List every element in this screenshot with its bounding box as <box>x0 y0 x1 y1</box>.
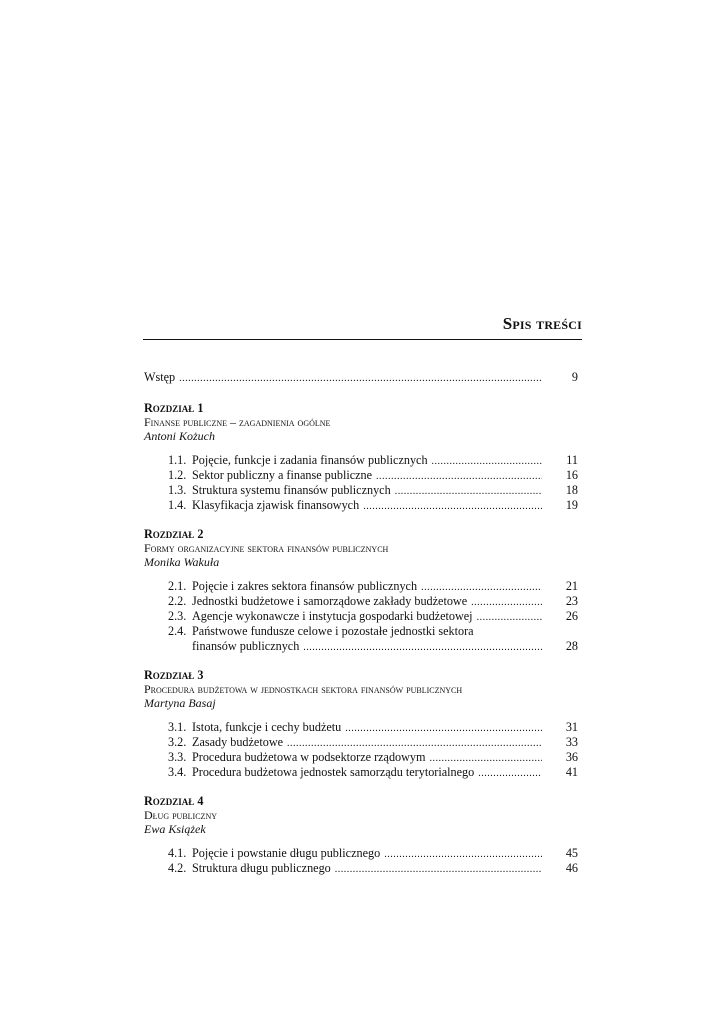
toc-page-number: 23 <box>565 594 578 608</box>
chapter-author: Martyna Basaj <box>144 696 216 710</box>
dot-leader <box>432 453 542 469</box>
toc-entry-title: Procedura budżetowa jednostek samorządu terytorialnego <box>192 765 475 779</box>
chapter-label: Rozdział 2 <box>144 527 204 541</box>
toc-entry-number: 1.2. <box>168 468 187 482</box>
title-rule <box>143 339 582 340</box>
dot-leader <box>303 639 542 655</box>
dot-leader <box>335 861 542 877</box>
dot-leader <box>287 735 542 751</box>
chapter-title: Finanse publiczne – zagadnienia ogólne <box>144 415 331 429</box>
toc-page-number: 18 <box>565 483 578 497</box>
page-title: Spis treści <box>502 314 582 333</box>
toc-entry-number: 1.4. <box>168 498 187 512</box>
toc-entry[interactable] <box>144 735 578 750</box>
toc-entry-title: Pojęcie i zakres sektora finansów publicznych <box>192 579 418 593</box>
toc-page-number: 45 <box>565 846 578 860</box>
toc-entry[interactable] <box>144 720 578 735</box>
chapter-block <box>144 668 578 780</box>
dot-leader <box>363 498 542 514</box>
toc-page-number: 26 <box>565 609 578 623</box>
dot-leader <box>376 468 542 484</box>
toc-entry[interactable] <box>144 453 578 468</box>
toc-page-number: 36 <box>565 750 578 764</box>
toc-entry-title: Państwowe fundusze celowe i pozostałe jednostki sektora <box>192 624 474 638</box>
toc-entry-title: Istota, funkcje i cechy budżetu <box>192 720 342 734</box>
toc-page-number: 9 <box>571 370 578 384</box>
toc-entry-title-continued: finansów publicznych <box>192 639 300 653</box>
toc-entry[interactable] <box>144 624 578 639</box>
toc-entry-title: Jednostki budżetowe i samorządowe zakłady budżetowe <box>192 594 468 608</box>
table-of-contents <box>144 370 578 876</box>
dot-leader <box>471 594 542 610</box>
toc-entry-title: Pojęcie, funkcje i zadania finansów publicznych <box>192 453 428 467</box>
toc-entry-number: 2.4. <box>168 624 187 638</box>
chapter-block <box>144 401 578 513</box>
dot-leader <box>421 579 542 595</box>
toc-entry[interactable] <box>144 861 578 876</box>
toc-entry[interactable] <box>144 468 578 483</box>
dot-leader <box>430 750 542 766</box>
toc-page-number: 11 <box>566 453 578 467</box>
toc-entry-intro[interactable] <box>144 370 578 385</box>
toc-entry[interactable] <box>144 498 578 513</box>
chapter-author: Antoni Kożuch <box>144 429 215 443</box>
toc-entry-title: Wstęp <box>144 370 176 384</box>
chapter-label: Rozdział 4 <box>144 794 204 808</box>
toc-entry-number: 3.2. <box>168 735 187 749</box>
toc-page-number: 28 <box>565 639 578 653</box>
toc-page-number: 31 <box>565 720 578 734</box>
toc-entry-number: 2.3. <box>168 609 187 623</box>
chapter-label: Rozdział 3 <box>144 668 204 682</box>
toc-entry-number: 1.1. <box>168 453 187 467</box>
toc-entry-number: 2.1. <box>168 579 187 593</box>
toc-entry-number: 2.2. <box>168 594 187 608</box>
chapter-block <box>144 794 578 876</box>
toc-entry-number: 3.3. <box>168 750 187 764</box>
toc-page-number: 33 <box>565 735 578 749</box>
chapter-title: Dług publiczny <box>144 808 217 822</box>
dot-leader <box>478 765 542 781</box>
dot-leader <box>384 846 542 862</box>
toc-entry-title: Sektor publiczny a finanse publiczne <box>192 468 373 482</box>
chapter-label: Rozdział 1 <box>144 401 204 415</box>
toc-page-number: 41 <box>565 765 578 779</box>
toc-entry-title: Klasyfikacja zjawisk finansowych <box>192 498 360 512</box>
toc-entry-title: Pojęcie i powstanie długu publicznego <box>192 846 381 860</box>
toc-entry-title: Procedura budżetowa w podsektorze rządowym <box>192 750 426 764</box>
chapter-author: Monika Wakuła <box>144 555 220 569</box>
toc-entry-title: Struktura długu publicznego <box>192 861 331 875</box>
toc-page-number: 19 <box>565 498 578 512</box>
toc-entry[interactable] <box>144 846 578 861</box>
toc-entry-title: Agencje wykonawcze i instytucja gospodarki budżetowej <box>192 609 473 623</box>
toc-entry-number: 3.1. <box>168 720 187 734</box>
toc-page-number: 16 <box>565 468 578 482</box>
toc-entry-title: Struktura systemu finansów publicznych <box>192 483 391 497</box>
toc-entry-title: Zasady budżetowe <box>192 735 284 749</box>
toc-entry-number: 4.1. <box>168 846 187 860</box>
toc-page-number: 46 <box>565 861 578 875</box>
toc-entry-number: 1.3. <box>168 483 187 497</box>
toc-page-number: 21 <box>565 579 578 593</box>
toc-entry[interactable] <box>144 609 578 624</box>
chapter-author: Ewa Książek <box>144 822 206 836</box>
dot-leader <box>179 370 542 386</box>
toc-entry[interactable] <box>144 594 578 609</box>
toc-entry-number: 3.4. <box>168 765 187 779</box>
toc-entry[interactable] <box>144 579 578 594</box>
chapter-title: Formy organizacyjne sektora finansów publicznych <box>144 541 389 555</box>
toc-entry[interactable] <box>144 483 578 498</box>
toc-entry-continuation[interactable] <box>144 639 578 654</box>
toc-entry[interactable] <box>144 750 578 765</box>
dot-leader <box>395 483 542 499</box>
dot-leader <box>345 720 542 736</box>
toc-entry-number: 4.2. <box>168 861 187 875</box>
toc-entry[interactable] <box>144 765 578 780</box>
chapter-block <box>144 527 578 654</box>
dot-leader <box>477 609 542 625</box>
chapter-title: Procedura budżetowa w jednostkach sektora finansów publicznych <box>144 682 463 696</box>
